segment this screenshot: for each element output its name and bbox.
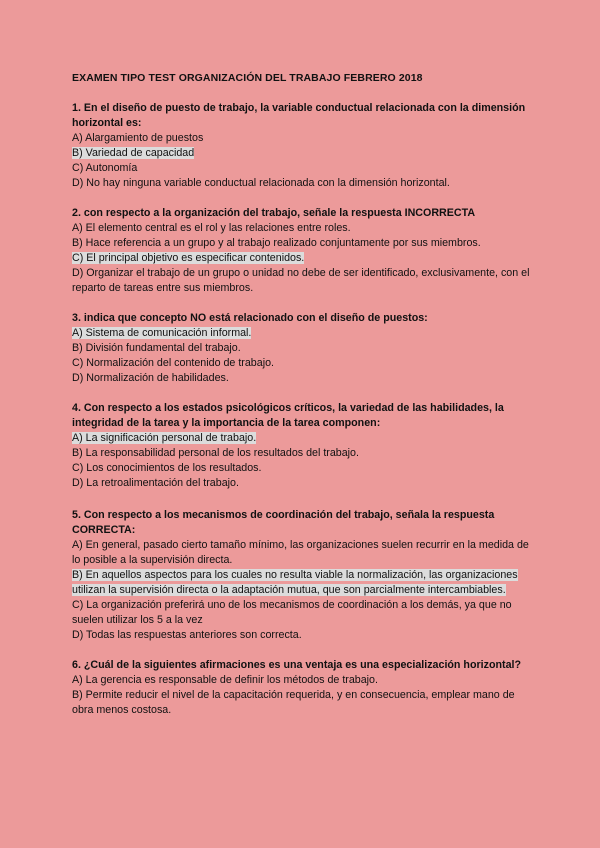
question-2-text: 2. con respecto a la organización del trabajo, señale la respuesta INCORRECTA: [72, 207, 476, 219]
question-5-option-b: B) En aquellos aspectos para los cuales no resulta viable la normalización, las organizaciones utilizan la supervisión directa o la adaptación mutua, que son parcialmente intercambiables.: [72, 569, 518, 597]
question-3-option-c: C) Normalización del contenido de trabajo.: [72, 357, 274, 369]
question-3-option-a: A) Sistema de comunicación informal.: [72, 327, 252, 339]
question-2: [72, 206, 532, 296]
question-2-option-d: D) Organizar el trabajo de un grupo o unidad no debe de ser identificado, exclusivamente, con el reparto de tareas entre sus miembros.: [72, 267, 530, 294]
question-6-option-a: A) La gerencia es responsable de definir los métodos de trabajo.: [72, 674, 378, 687]
question-4-option-c: C) Los conocimientos de los resultados.: [72, 462, 262, 474]
question-1: [72, 101, 532, 191]
question-1-option-d: D) No hay ninguna variable conductual relacionada con la dimensión horizontal.: [72, 177, 450, 189]
question-6: [72, 658, 532, 718]
question-list: [72, 101, 532, 733]
question-2-option-b: B) Hace referencia a un grupo y al trabajo realizado conjuntamente por sus miembros.: [72, 237, 481, 249]
question-1-text: 1. En el diseño de puesto de trabajo, la variable conductual relacionada con la dimensión horizontal es:: [72, 102, 526, 129]
question-6-text: 6. ¿Cuál de la siguientes afirmaciones es una ventaja es una especialización horizontal?: [72, 659, 522, 672]
question-3-option-b: B) División fundamental del trabajo.: [72, 342, 241, 354]
question-3-option-d: D) Normalización de habilidades.: [72, 372, 229, 384]
question-2-option-c: C) El principal objetivo es especificar contenidos.: [72, 252, 305, 264]
question-1-option-c: C) Autonomía: [72, 162, 138, 174]
question-4: [72, 401, 532, 491]
question-5-text: 5. Con respecto a los mecanismos de coordinación del trabajo, señala la respuesta CORRECTA:: [72, 509, 495, 537]
question-4-option-a: A) La significación personal de trabajo.: [72, 432, 257, 444]
question-1-option-a: A) Alargamiento de puestos: [72, 132, 204, 144]
question-5: [72, 508, 532, 643]
question-4-option-d: D) La retroalimentación del trabajo.: [72, 477, 239, 489]
question-5-option-a: A) En general, pasado cierto tamaño mínimo, las organizaciones suelen recurrir en la medida de lo posible a la supervisión directa.: [72, 539, 529, 567]
question-4-option-b: B) La responsabilidad personal de los resultados del trabajo.: [72, 447, 359, 459]
question-6-option-b: B) Permite reducir el nivel de la capacitación requerida, y en consecuencia, emplear mano de obra menos costosa.: [72, 689, 515, 717]
question-3: [72, 311, 532, 386]
question-3-text: 3. indica que concepto NO está relacionado con el diseño de puestos:: [72, 312, 428, 324]
question-1-option-b: B) Variedad de capacidad: [72, 147, 195, 159]
question-5-option-c: C) La organización preferirá uno de los mecanismos de coordinación a los demás, ya que no suelen utilizar los 5 a la vez: [72, 599, 512, 627]
question-4-text: 4. Con respecto a los estados psicológicos críticos, la variedad de las habilidades, la integridad de la tarea y la importancia de la tarea componen:: [72, 402, 504, 429]
question-2-option-a: A) El elemento central es el rol y las relaciones entre roles.: [72, 222, 351, 234]
question-5-option-d: D) Todas las respuestas anteriores son correcta.: [72, 629, 302, 642]
document-title: EXAMEN TIPO TEST ORGANIZACIÓN DEL TRABAJO FEBRERO 2018: [72, 72, 423, 84]
